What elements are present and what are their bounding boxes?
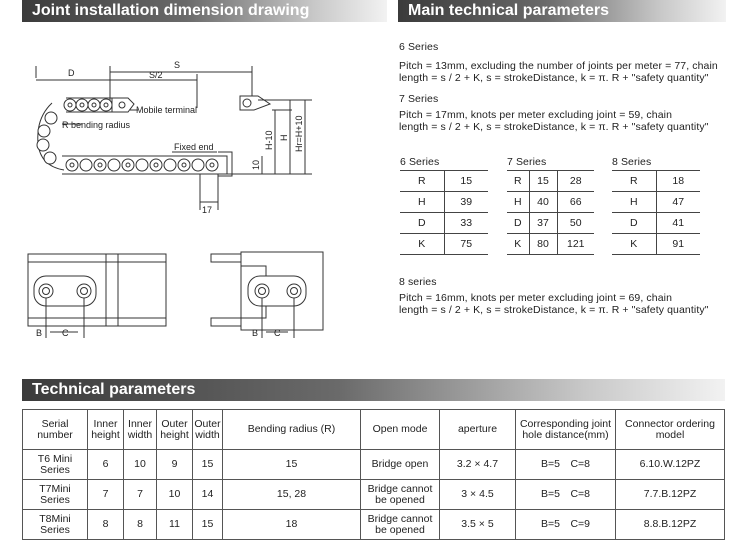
label-h: H (279, 134, 289, 141)
cell: D (612, 213, 656, 234)
label-fixed-end: Fixed end (174, 142, 214, 152)
label-c-right: C (274, 328, 281, 338)
cell: 121 (557, 234, 594, 255)
cell: 11 (157, 510, 193, 540)
label-r-bending-radius: R bending radius (62, 120, 131, 130)
cell: 15 (223, 450, 361, 480)
cell: 7 (88, 480, 124, 510)
series7-table (507, 170, 594, 255)
cell: H (507, 192, 529, 213)
cell: Bridge cannot be opened (361, 510, 440, 540)
cell: D (400, 213, 444, 234)
table-row (612, 192, 700, 213)
cell: R (507, 171, 529, 192)
label-h10: H-10 (264, 130, 274, 150)
label-s2: S/2 (149, 70, 163, 80)
cell: Bridge open (361, 450, 440, 480)
col-header: aperture (440, 410, 516, 450)
cell: 7.7.B.12PZ (616, 480, 725, 510)
cell: 15 (444, 171, 488, 192)
cell: 15, 28 (223, 480, 361, 510)
main-params-header: Main technical parameters (398, 0, 726, 22)
table-header-row (23, 410, 725, 450)
label-b-right: B (252, 328, 259, 338)
cell: Bridge cannot be opened (361, 480, 440, 510)
series6-line2: length = s / 2 + K, s = strokeDistance, k = π. R + "safety quantity" (399, 72, 709, 84)
tech-params-table (22, 409, 725, 540)
table8-title: 8 Series (612, 156, 652, 168)
series6-line1: Pitch = 13mm, excluding the number of joints per meter = 77, chain (399, 60, 718, 72)
cell: 40 (529, 192, 557, 213)
col-header: Outer width (193, 410, 223, 450)
series8-line1: Pitch = 16mm, knots per meter excluding joint = 69, chain (399, 292, 673, 304)
col-header: Corresponding joint hole distance(mm) (516, 410, 616, 450)
table-row (507, 192, 594, 213)
cell: 14 (193, 480, 223, 510)
table-row (23, 510, 725, 540)
cell: B=5 C=8 (516, 450, 616, 480)
col-header: Bending radius (R) (223, 410, 361, 450)
table-row (507, 171, 594, 192)
cell: 18 (656, 171, 700, 192)
cell: T6 Mini Series (23, 450, 88, 480)
joint-drawing-header: Joint installation dimension drawing (22, 0, 387, 22)
col-header: Open mode (361, 410, 440, 450)
table-row (400, 234, 488, 255)
col-header: Outer height (157, 410, 193, 450)
table-row (612, 171, 700, 192)
table-row (400, 213, 488, 234)
cell: 39 (444, 192, 488, 213)
cell: 3 × 4.5 (440, 480, 516, 510)
chain-top-view-drawing (26, 246, 336, 346)
cell: K (507, 234, 529, 255)
series6-title: 6 Series (399, 41, 439, 53)
table6-title: 6 Series (400, 156, 440, 168)
cell: 47 (656, 192, 700, 213)
table7-title: 7 Series (507, 156, 547, 168)
cell: 3.2 × 4.7 (440, 450, 516, 480)
cell: D (507, 213, 529, 234)
cell: 91 (656, 234, 700, 255)
label-17: 17 (202, 205, 213, 215)
table-row (23, 480, 725, 510)
cell: 15 (193, 510, 223, 540)
series8-line2: length = s / 2 + K, s = strokeDistance, k = π. R + "safety quantity" (399, 304, 709, 316)
table-row (400, 192, 488, 213)
cell: B=5 C=9 (516, 510, 616, 540)
label-s: S (174, 60, 181, 70)
cell: H (400, 192, 444, 213)
cell: T7Mini Series (23, 480, 88, 510)
cell: 41 (656, 213, 700, 234)
label-b-left: B (36, 328, 43, 338)
cell: 33 (444, 213, 488, 234)
series8-table (612, 170, 700, 255)
label-hr: Hr=H+10 (294, 115, 304, 152)
col-header: Inner height (88, 410, 124, 450)
col-header: Inner width (124, 410, 157, 450)
cell: 6.10.W.12PZ (616, 450, 725, 480)
cell: 50 (557, 213, 594, 234)
table-row (612, 213, 700, 234)
cell: 7 (124, 480, 157, 510)
col-header: Connector ordering model (616, 410, 725, 450)
cell: 9 (157, 450, 193, 480)
table-row (507, 234, 594, 255)
cell: 6 (88, 450, 124, 480)
table-row (612, 234, 700, 255)
cell: K (400, 234, 444, 255)
cell: 15 (193, 450, 223, 480)
cell: 80 (529, 234, 557, 255)
cell: 18 (223, 510, 361, 540)
label-d: D (68, 68, 75, 78)
label-mobile-terminal: Mobile terminal (136, 105, 198, 115)
series7-title: 7 Series (399, 93, 439, 105)
table-row (507, 213, 594, 234)
cell: K (612, 234, 656, 255)
cell: 8.8.B.12PZ (616, 510, 725, 540)
table-row (400, 171, 488, 192)
tech-params-header: Technical parameters (22, 379, 725, 401)
cell: 66 (557, 192, 594, 213)
cell: 3.5 × 5 (440, 510, 516, 540)
series7-line1: Pitch = 17mm, knots per meter excluding joint = 59, chain (399, 109, 673, 121)
series7-line2: length = s / 2 + K, s = strokeDistance, k = π. R + "safety quantity" (399, 121, 709, 133)
cell: 15 (529, 171, 557, 192)
cell: 10 (124, 450, 157, 480)
table-row (23, 450, 725, 480)
cell: 8 (88, 510, 124, 540)
cell: 75 (444, 234, 488, 255)
label-10: 10 (251, 159, 261, 170)
chain-side-view-drawing (22, 28, 322, 218)
cell: H (612, 192, 656, 213)
series6-table (400, 170, 488, 255)
label-c-left: C (62, 328, 69, 338)
cell: 37 (529, 213, 557, 234)
series8-title: 8 series (399, 276, 437, 288)
cell: 28 (557, 171, 594, 192)
cell: R (400, 171, 444, 192)
col-header: Serial number (23, 410, 88, 450)
cell: 8 (124, 510, 157, 540)
cell: T8Mini Series (23, 510, 88, 540)
cell: R (612, 171, 656, 192)
cell: B=5 C=8 (516, 480, 616, 510)
cell: 10 (157, 480, 193, 510)
